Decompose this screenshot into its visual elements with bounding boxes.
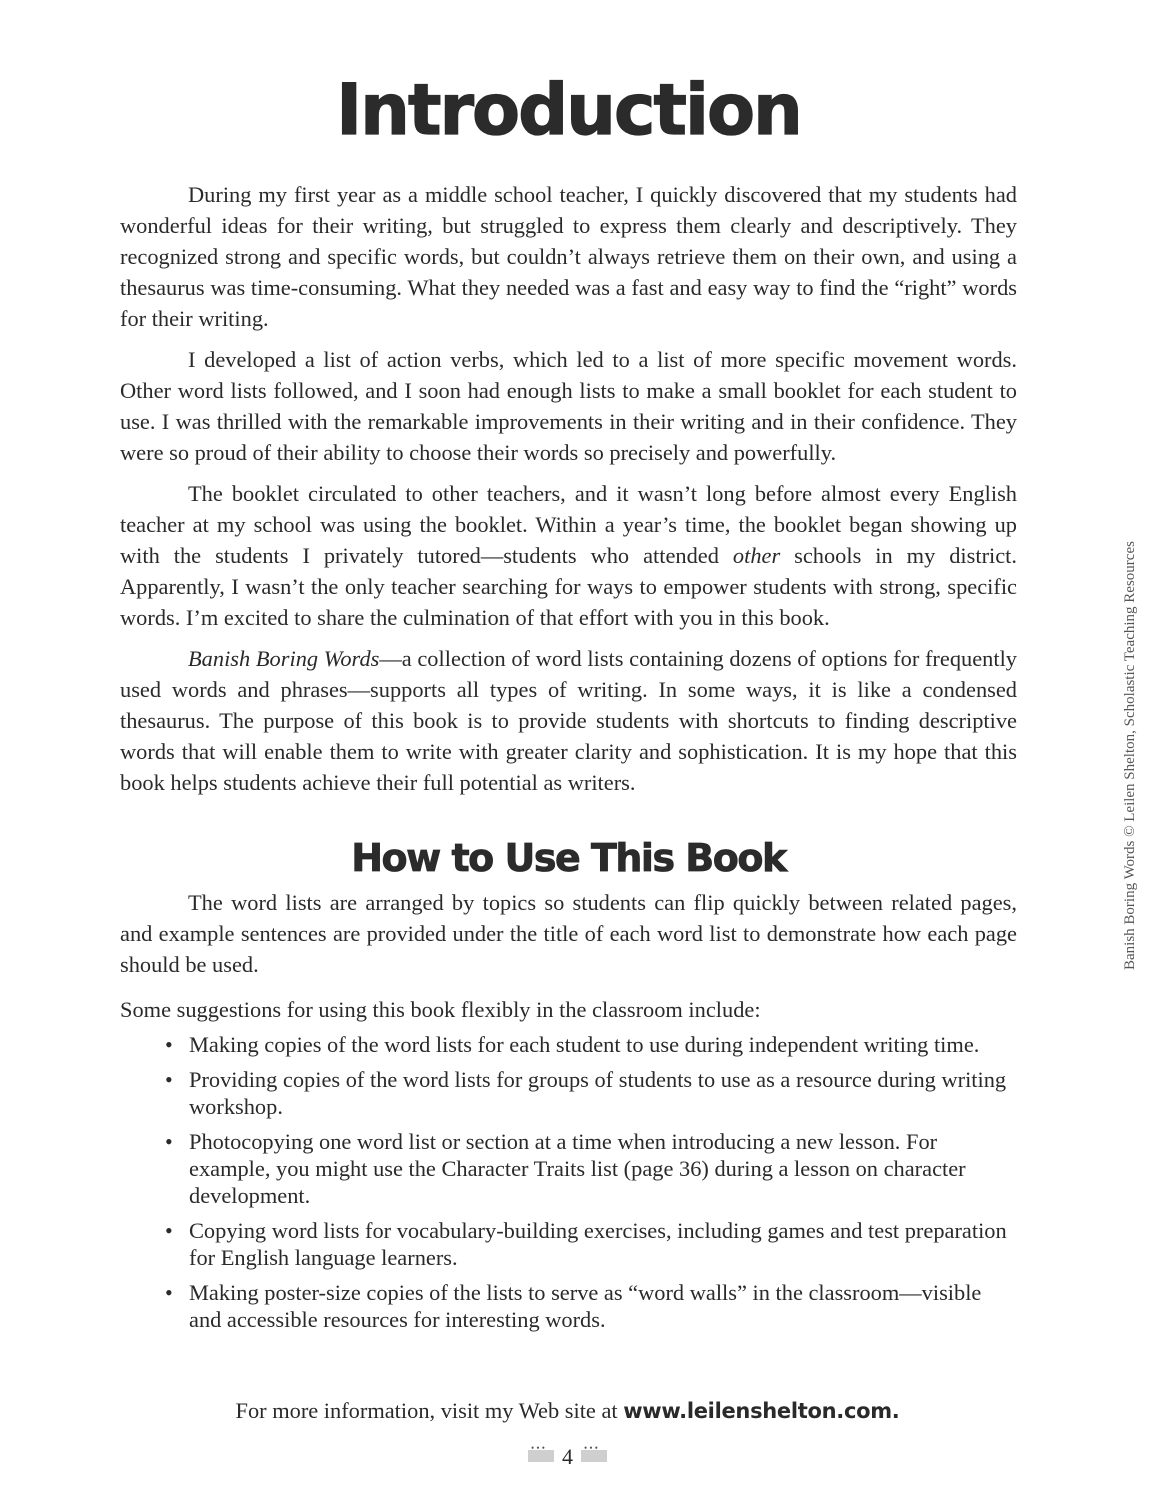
- intro-paragraph-3-part-1: The booklet circulated to other teachers, and it wasn’t long before almost every English teacher at my school was using the booklet. Within a year’s time, the booklet began showing up with the students I privately tutored—students who attended: [120, 480, 1017, 568]
- intro-paragraph-4-text: —a collection of word lists containing dozens of options for frequently used words and phrases—supports all types of writing. In some ways, it is like a condensed thesaurus. The purpose of this book is to provide students with shortcuts to finding descriptive words that will enable them to write with greater clarity and sophistication. It is my hope that this book helps students achieve their full potential as writers.: [120, 645, 1017, 795]
- page-content: [120, 70, 1017, 1341]
- footer-info: [0, 1398, 1135, 1424]
- dots-right-icon: [581, 1450, 607, 1462]
- bullet-icon: •: [165, 1129, 173, 1155]
- suggestions-lead: Some suggestions for using this book flexibly in the classroom include:: [120, 997, 761, 1023]
- list-item-text: Photocopying one word list or section at a time when introducing a new lesson. For example, you might use the Character Traits list (page 36) during a lesson on character development.: [189, 1129, 966, 1209]
- intro-paragraph-3-emphasis: other: [732, 542, 781, 568]
- how-to-use-section: [120, 887, 1017, 980]
- bullet-icon: •: [165, 1218, 173, 1244]
- list-item: [165, 1066, 1017, 1120]
- list-item-text: Making copies of the word lists for each student to use during independent writing time.: [189, 1032, 980, 1058]
- list-item: [165, 1128, 1017, 1209]
- book-title-emphasis: Banish Boring Words: [188, 645, 380, 671]
- bullet-icon: •: [165, 1280, 173, 1306]
- page-number-area: [0, 1444, 1135, 1470]
- intro-paragraph-1: During my first year as a middle school teacher, I quickly discovered that my students had wonderful ideas for their writing, but struggled to express them clearly and descriptively. They recognized strong and specific words, but couldn’t always retrieve them on their own, and using a thesaurus was time-consuming. What they needed was a fast and easy way to find the “right” words for their writing.: [120, 181, 1017, 331]
- intro-paragraph-2: I developed a list of action verbs, which led to a list of more specific movement words. Other word lists followed, and I soon had enough lists to make a small booklet for each student to use. I was thrilled with the remarkable improvements in their writing and in their confidence. They were so proud of their ability to choose their words so precisely and powerfully.: [120, 346, 1017, 465]
- intro-paragraph-3: [120, 478, 1017, 633]
- list-item: [165, 1217, 1017, 1271]
- footer-info-text: For more information, visit my Web site at: [235, 1398, 624, 1423]
- list-item: [165, 1279, 1017, 1333]
- bullet-icon: •: [165, 1067, 173, 1093]
- intro-paragraph-4: [120, 643, 1017, 798]
- page-number: 4: [562, 1444, 573, 1469]
- website-link[interactable]: www.leilenshelton.com.: [623, 1399, 900, 1423]
- suggestions-list: [120, 1031, 1017, 1333]
- dots-left-icon: [528, 1450, 554, 1462]
- introduction-section: [120, 179, 1017, 798]
- how-to-paragraph: The word lists are arranged by topics so students can flip quickly between related pages, and example sentences are provided under the title of each word list to demonstrate how each page should be used.: [120, 890, 1017, 978]
- list-item-text: Providing copies of the word lists for groups of students to use as a resource during writing workshop.: [189, 1067, 1007, 1120]
- list-item-text: Copying word lists for vocabulary-building exercises, including games and test preparation for English language learners.: [189, 1218, 1007, 1271]
- list-item: [165, 1031, 1017, 1058]
- intro-paragraph-3-part-2: schools in my district. Apparently, I wasn’t the only teacher searching for ways to empower students with strong, specific words. I’m excited to share the culmination of that effort with you in this book.: [120, 542, 1018, 630]
- how-to-use-heading: How to Use This Book: [351, 835, 786, 880]
- page-title: Introduction: [336, 69, 801, 151]
- bullet-icon: •: [165, 1032, 173, 1058]
- side-copyright-credit: Banish Boring Words © Leilen Shelton, Scholastic Teaching Resources: [1122, 541, 1138, 970]
- list-item-text: Making poster-size copies of the lists to serve as “word walls” in the classroom—visible and accessible resources for interesting words.: [189, 1280, 982, 1333]
